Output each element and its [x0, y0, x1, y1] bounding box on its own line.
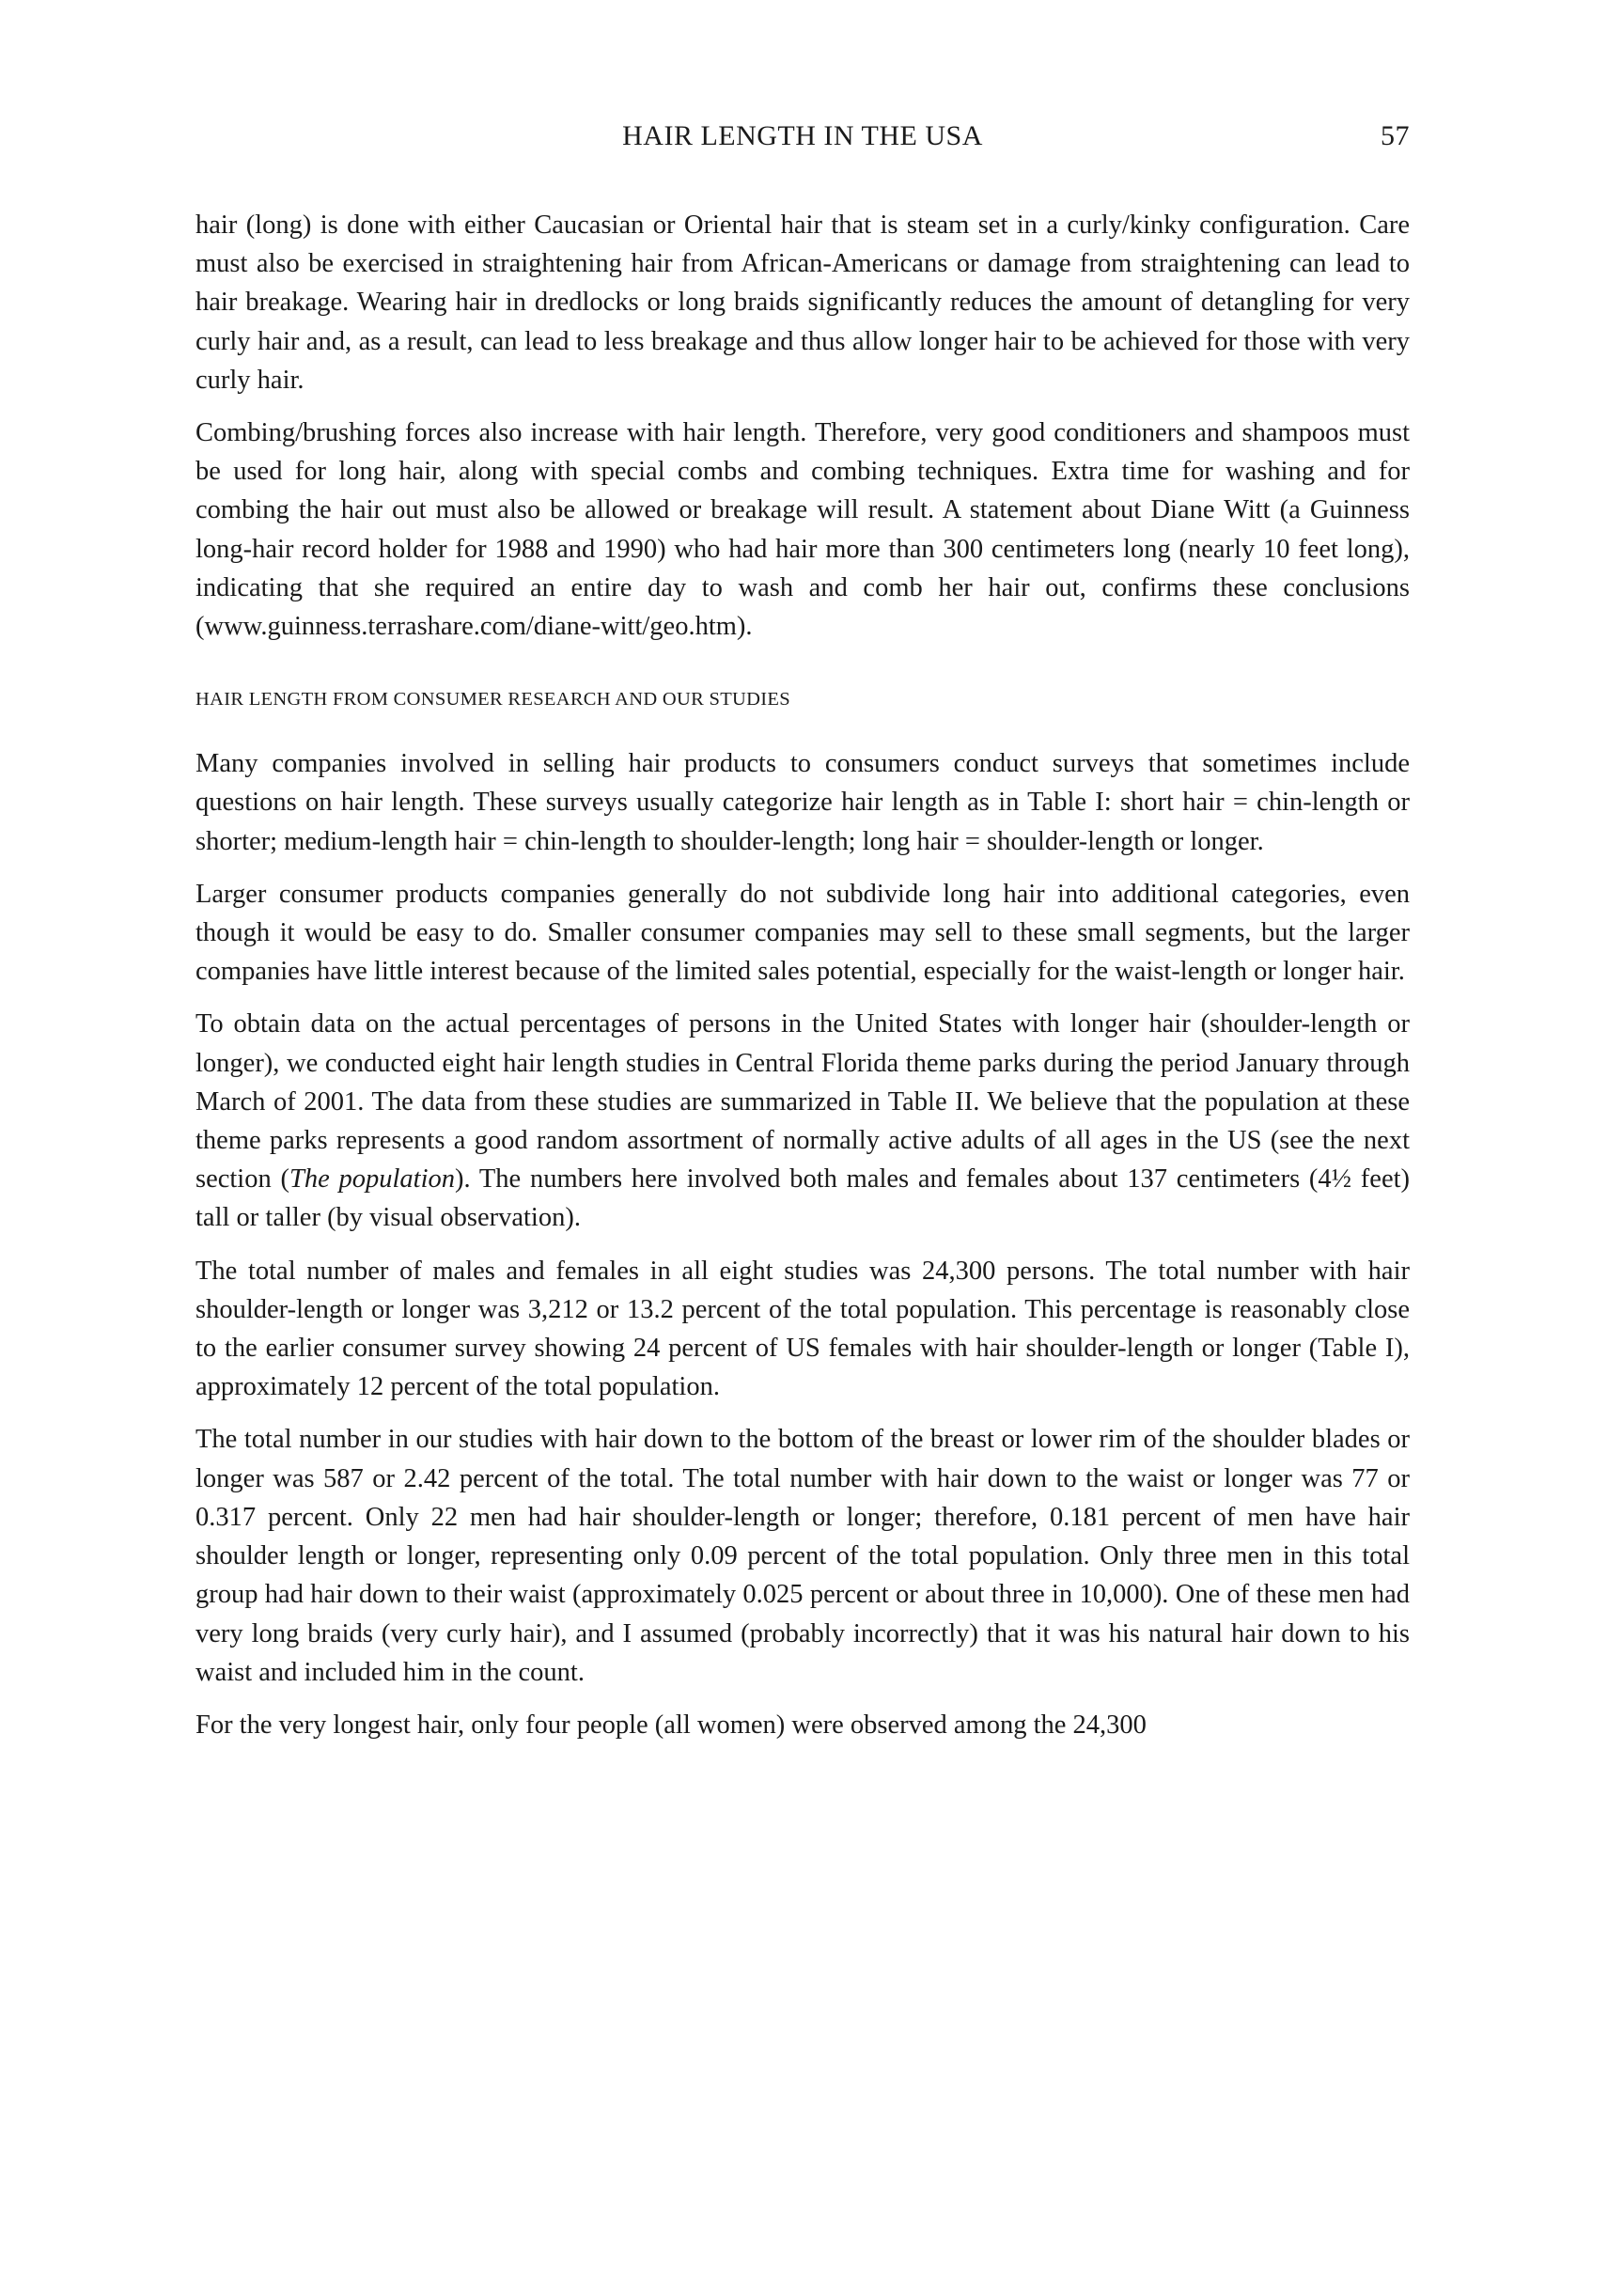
paragraph-curly-hair: hair (long) is done with either Caucasian or Oriental hair that is steam set in a curly/kinky configuration. Care must also be exercised in straightening hair from African-Americans or damage from straightening can lead to hair breakage. Wearing hair in dredlocks or long braids significantly reduces the amount of detangling for very curly hair and, as a result, can lead to less breakage and thus allow longer hair to be achieved for those with very curly hair. [195, 211, 1410, 395]
paragraph-theme-park-studies [195, 1005, 1410, 1237]
paragraph-total-numbers: The total number of males and females in all eight studies was 24,300 persons. The total number with hair shoulder-length or longer was 3,212 or 13.2 percent of the total population. This percentage is reasonably close to the earlier consumer survey showing 24 percent of US females with hair shoulder-length or longer (Table I), approximately 12 percent of the total population. [195, 1256, 1410, 1402]
page-number: 57 [1381, 120, 1410, 151]
paragraph-longest-hair: For the very longest hair, only four people (all women) were observed among the 24,300 [195, 1710, 1147, 1740]
paragraph-larger-companies: Larger consumer products companies generally do not subdivide long hair into additional categories, even though it would be easy to do. Smaller consumer companies may sell to these small segments, but the larger companies have little interest because of the limited sales potential, especially for the waist-length or longer hair. [195, 879, 1410, 987]
body-text [195, 206, 1410, 1758]
section-heading: HAIR LENGTH FROM CONSUMER RESEARCH AND OUR STUDIES [195, 689, 790, 711]
running-header [195, 120, 1410, 158]
paragraph-consumer-surveys: Many companies involved in selling hair products to consumers conduct surveys that sometimes include questions on hair length. These surveys usually categorize hair length as in Table I: short hair = chin-length or shorter; medium-length hair = chin-length to shoulder-length; long hair = shoulder-length or longer. [195, 749, 1410, 856]
study-text-before: To obtain data on the actual percentages of persons in the United States with longer hair (shoulder-length or longer), we conducted eight hair length studies in Central Florida theme parks during the period January through March of 2001. The data from these studies are summarized in Table II. We believe that the population at these theme parks represents a good random assortment of normally active adults of all ages in the US (see the next section ( [195, 1009, 1410, 1195]
paragraph-waist-length: The total number in our studies with hair down to the bottom of the breast or lower rim of the shoulder blades or longer was 587 or 2.42 percent of the total. The total number with hair down to the waist or longer was 77 or 0.317 percent. Only 22 men had hair shoulder-length or longer; therefore, 0.181 percent of men have hair shoulder length or longer, representing only 0.09 percent of the total population. Only three men in this total group had hair down to their waist (approximately 0.025 percent or about three in 10,000). One of these men had very long braids (very curly hair), and I assumed (probably incorrectly) that it was his natural hair down to his waist and included him in the count. [195, 1425, 1410, 1687]
paragraph-combing-forces: Combing/brushing forces also increase with hair length. Therefore, very good conditioners and shampoos must be used for long hair, along with special combs and combing techniques. Extra time for washing and for combing the hair out must also be allowed or breakage will result. A statement about Diane Witt (a Guinness long-hair record holder for 1988 and 1990) who had hair more than 300 centimeters long (nearly 10 feet long), indicating that she required an entire day to wash and comb her hair out, confirms these conclusions (www.guinness.terrashare.com/diane-witt/geo.htm). [195, 418, 1410, 642]
section-reference-italic: The population [289, 1164, 456, 1195]
running-title: HAIR LENGTH IN THE USA [622, 120, 983, 151]
study-text-after: ). The numbers here involved both males and females about 137 centimeters (4½ feet) tall or taller (by visual observation). [195, 1164, 1411, 1233]
